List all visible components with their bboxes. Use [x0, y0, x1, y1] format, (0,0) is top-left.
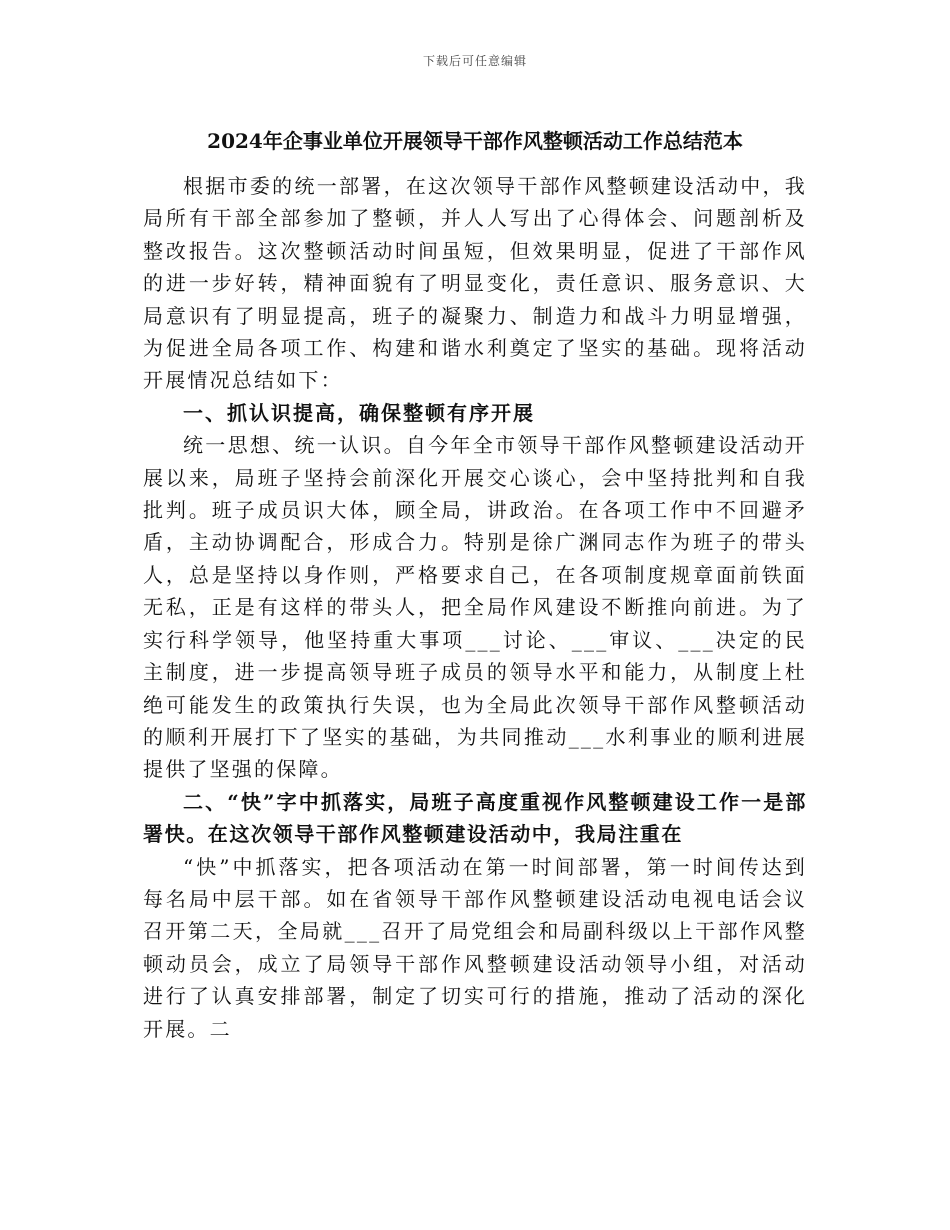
paragraph-section-2: “快”中抓落实，把各项活动在第一时间部署，第一时间传达到每名局中层干部。如在省领导干部作风整顿建设活动电视电话会议召开第二天，全局就___召开了局党组会和局副科级以上干部作风整顿动员会，成立了局领导干部作风整顿建设活动领导小组，对活动进行了认真安排部署，制定了切实可行的措施，推动了活动的深化开展。二	[143, 854, 807, 1041]
paragraph-intro: 根据市委的统一部署，在这次领导干部作风整顿建设活动中，我局所有干部全部参加了整顿，并人人写出了心得体会、问题剖析及整改报告。这次整顿活动时间虽短，但效果明显，促进了干部作风的进一步好转，精神面貌有了明显变化，责任意识、服务意识、大局意识有了明显提高，班子的凝聚力、制造力和战斗力明显增强，为促进全局各项工作、构建和谐水利奠定了坚实的基础。现将活动开展情况总结如下：	[143, 174, 807, 393]
paragraph-section-1: 统一思想、统一认识。自今年全市领导干部作风整顿建设活动开展以来，局班子坚持会前深化开展交心谈心，会中坚持批判和自我批判。班子成员识大体，顾全局，讲政治。在各项工作中不回避矛盾，主动协调配合，形成合力。特别是徐广渊同志作为班子的带头人，总是坚持以身作则，严格要求自己，在各项制度规章面前铁面无私，正是有这样的带头人，把全局作风建设不断推向前进。为了实行科学领导，他坚持重大事项___讨论、___审议、___决定的民主制度，进一步提高领导班子成员的领导水平和能力，从制度上杜绝可能发生的政策执行失误，也为全局此次领导干部作风整顿活动的顺利开展打下了坚实的基础，为共同推动___水利事业的顺利进展提供了坚强的保障。	[143, 433, 807, 782]
document-body	[143, 170, 807, 1045]
section-heading-2: 二、“快”字中抓落实，局班子高度重视作风整顿建设工作一是部署快。在这次领导干部作风整顿建设活动中，我局注重在	[143, 789, 807, 847]
section-heading-1: 一、抓认识提高，确保整顿有序开展	[183, 400, 535, 425]
document-title: 2024年企事业单位开展领导干部作风整顿活动工作总结范本	[207, 129, 743, 153]
header-note: 下载后可任意编辑	[422, 54, 527, 68]
